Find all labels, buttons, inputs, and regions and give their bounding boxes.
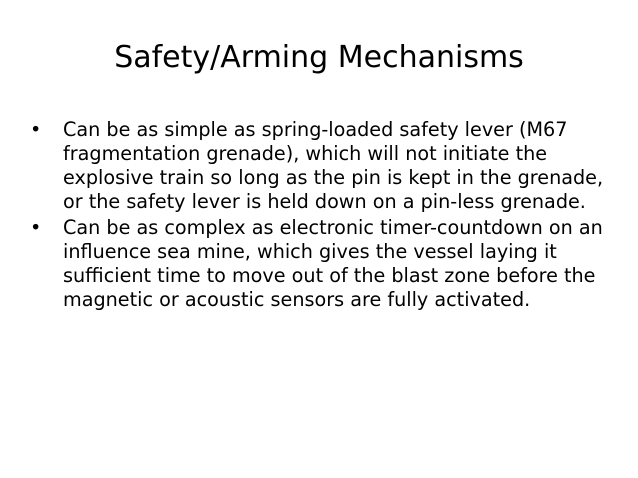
slide-title: Safety/Arming Mechanisms bbox=[114, 40, 524, 75]
bullet-mark: • bbox=[30, 216, 42, 239]
bullet-text: Can be as simple as spring-loaded safety lever (M67 fragmentation grenade), which will not initiate the explosive train so long as the pin is kept in the grenade, or the safety lever is held down on a pin-less grenade. bbox=[63, 118, 604, 213]
bullet-item bbox=[30, 118, 615, 214]
bullet-list bbox=[30, 118, 615, 314]
bullet-item bbox=[30, 216, 615, 312]
bullet-text: Can be as complex as electronic timer-countdown on an influence sea mine, which gives the vessel laying it sufficient time to move out of the blast zone before the magnetic or acoustic sensors are fully activated. bbox=[63, 216, 603, 311]
bullet-mark: • bbox=[30, 118, 42, 141]
